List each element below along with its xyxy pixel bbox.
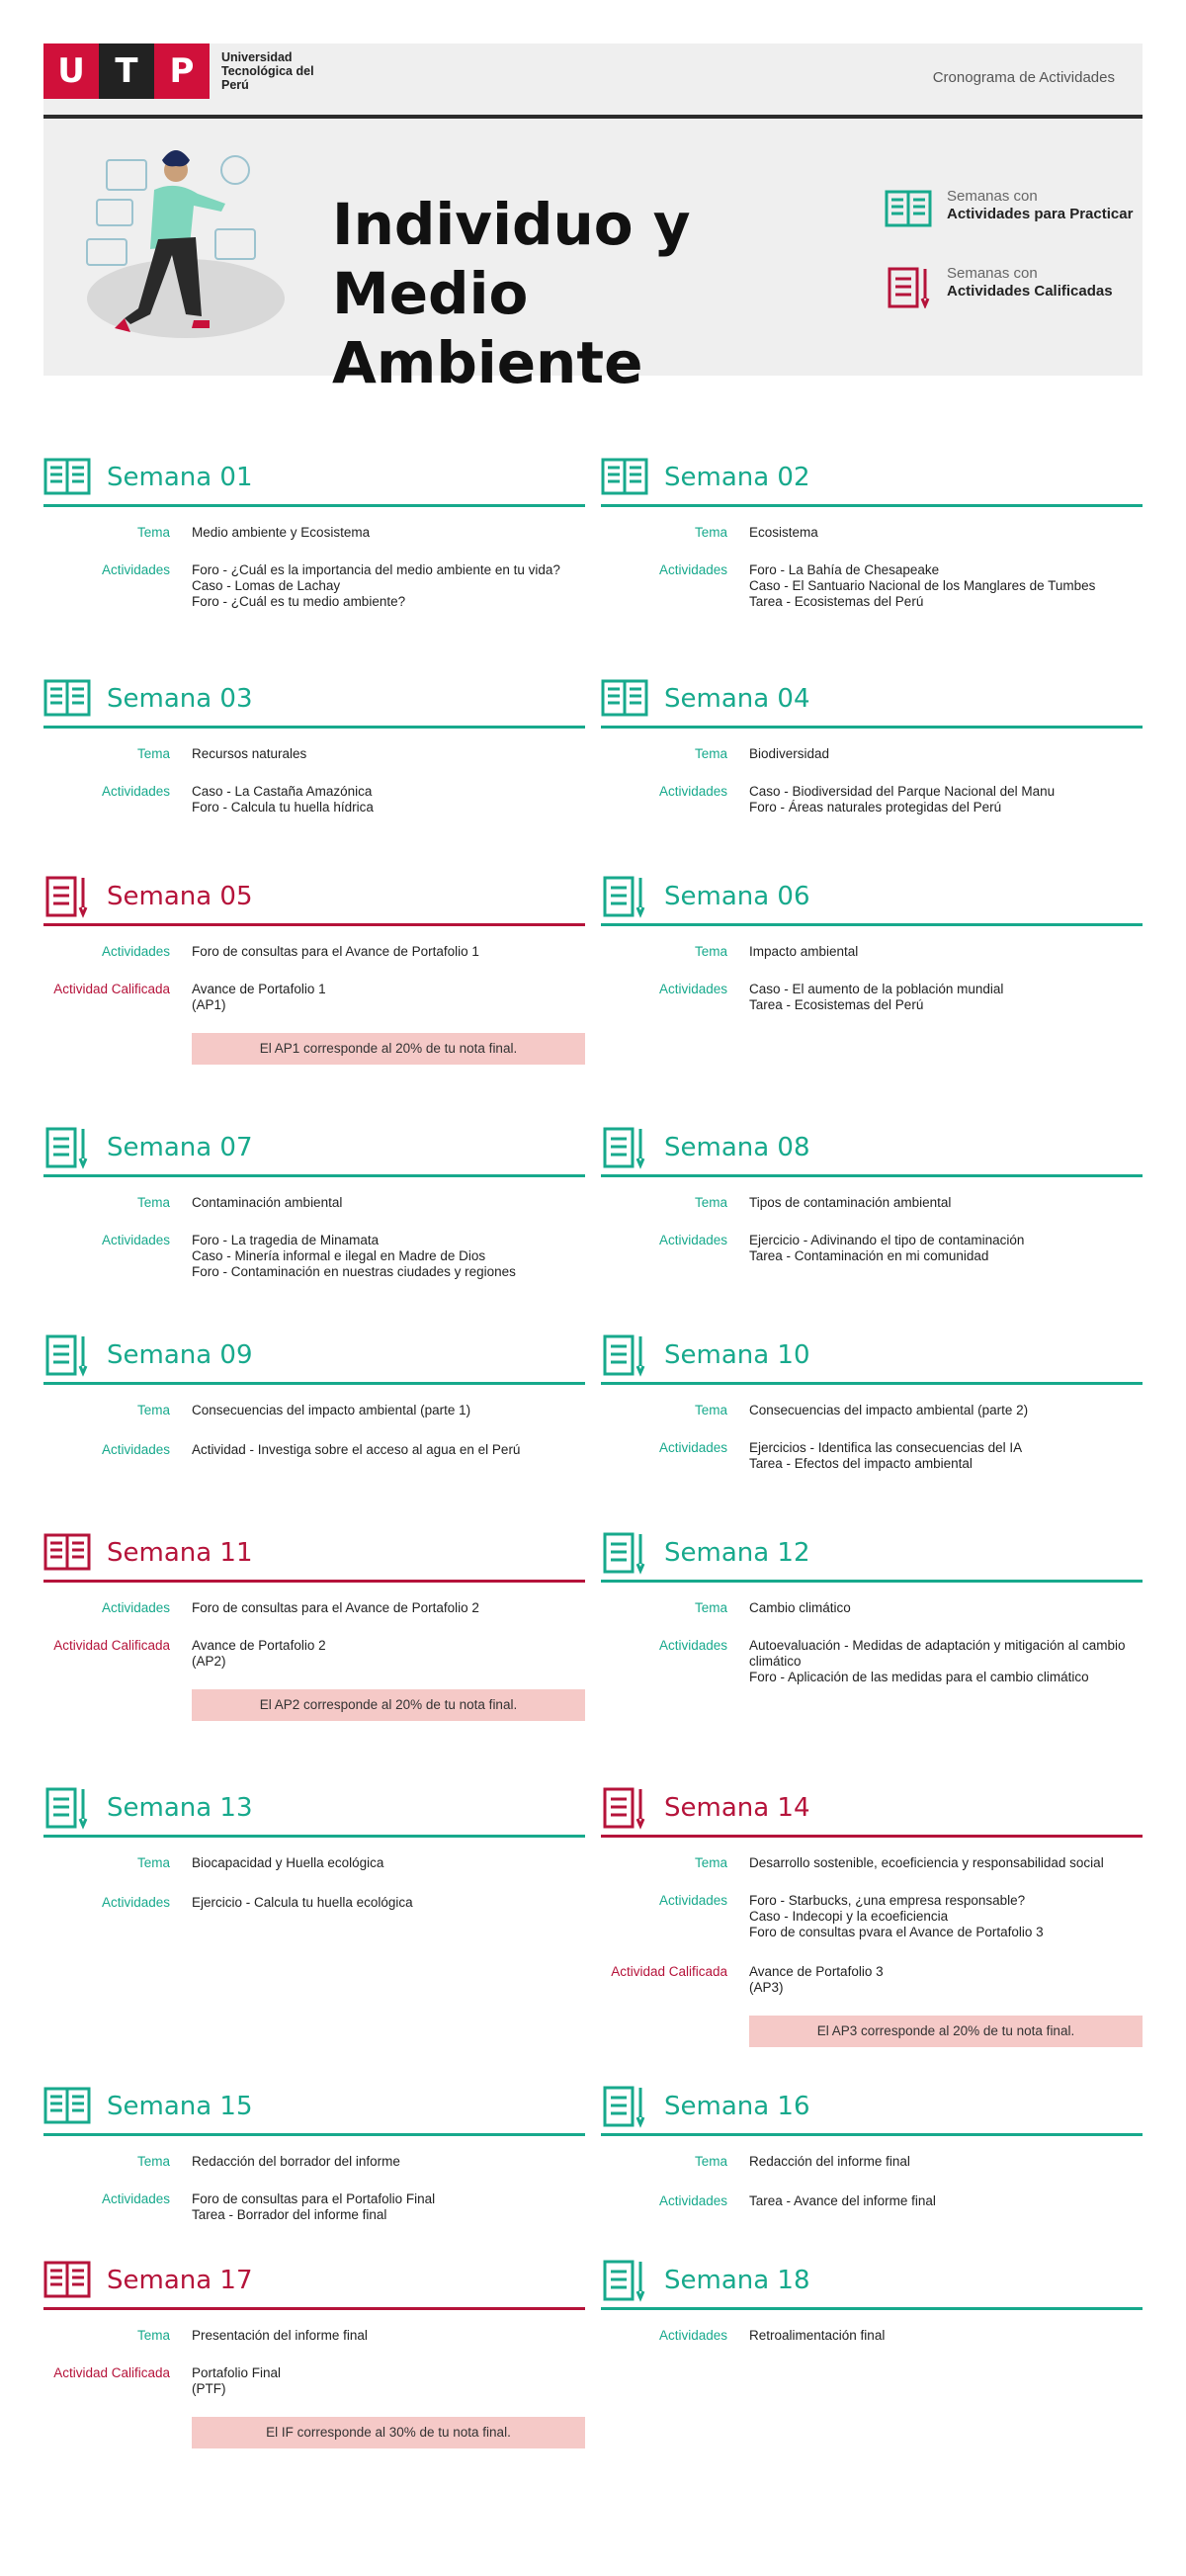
row-value — [192, 944, 585, 960]
row-value-line: Foro - Starbucks, ¿una empresa responsable? — [749, 1893, 1026, 1908]
week-card — [43, 2254, 585, 2448]
top-bar — [43, 43, 1143, 119]
checklist-icon — [43, 1333, 91, 1377]
row-value — [749, 1600, 1143, 1616]
row-value-line: Foro - Contaminación en nuestras ciudades y regiones — [192, 1264, 516, 1279]
row-value-line: Biodiversidad — [749, 746, 830, 761]
week-row — [601, 1638, 1143, 1685]
week-card — [43, 672, 585, 816]
week-row — [601, 1893, 1143, 1940]
week-header — [43, 2080, 585, 2136]
row-value-line: Presentación del informe final — [192, 2328, 368, 2343]
utp-logo — [43, 43, 320, 99]
checklist-icon — [601, 1531, 648, 1575]
row-label: Actividades — [658, 2328, 727, 2343]
row-label: Actividad Calificada — [611, 1964, 727, 1979]
week-header — [601, 1121, 1143, 1177]
row-value-line: Tarea - Efectos del impacto ambiental — [749, 1456, 973, 1471]
row-value-line: Ejercicio - Calcula tu huella ecológica — [192, 1895, 413, 1910]
course-title-line-1: Individuo y — [332, 191, 691, 258]
week-header — [601, 1526, 1143, 1583]
row-value-line: Caso - Lomas de Lachay — [192, 578, 341, 593]
row-value-line: (PTF) — [192, 2381, 226, 2396]
week-card — [601, 672, 1143, 816]
row-value — [749, 525, 1143, 541]
row-value-line: Actividad - Investiga sobre el acceso al agua en el Perú — [192, 1442, 521, 1457]
week-title: Semana 06 — [664, 882, 810, 911]
row-value-line: Tarea - Contaminación en mi comunidad — [749, 1248, 989, 1263]
row-value — [192, 784, 585, 816]
logo-letter-t: T — [99, 43, 154, 99]
week-header — [601, 1781, 1143, 1838]
open-book-icon — [43, 456, 91, 499]
week-row — [601, 2328, 1143, 2344]
row-value-line: Redacción del borrador del informe — [192, 2154, 400, 2169]
row-label: Tema — [136, 2154, 170, 2169]
week-title: Semana 15 — [107, 2092, 253, 2121]
week-row — [43, 1895, 585, 1911]
row-value-line: Desarrollo sostenible, ecoeficiencia y responsabilidad social — [749, 1855, 1104, 1870]
week-row — [601, 1440, 1143, 1472]
week-row — [43, 1638, 585, 1670]
row-label: Actividades — [101, 944, 170, 959]
week-row — [43, 2328, 585, 2344]
week-row — [601, 1855, 1143, 1871]
week-title: Semana 05 — [107, 882, 253, 911]
document-type: Cronograma de Actividades — [932, 69, 1115, 86]
row-value-line: Avance de Portafolio 2 — [192, 1638, 326, 1653]
open-book-icon — [43, 2085, 91, 2128]
row-value-line: Medio ambiente y Ecosistema — [192, 525, 371, 540]
legend-graded — [884, 265, 1141, 308]
row-value-line: Contaminación ambiental — [192, 1195, 343, 1210]
week-row — [601, 1964, 1143, 1996]
row-value-line: Consecuencias del impacto ambiental (parte 2) — [749, 1403, 1029, 1417]
week-title: Semana 18 — [664, 2266, 810, 2295]
legend-practice-small: Semanas con — [947, 188, 1038, 205]
row-label: Actividades — [658, 982, 727, 996]
week-row — [601, 746, 1143, 762]
week-row — [43, 2191, 585, 2223]
week-row — [43, 2154, 585, 2170]
week-card — [43, 1526, 585, 1721]
checklist-icon — [43, 875, 91, 918]
week-title: Semana 16 — [664, 2092, 810, 2121]
row-label: Actividades — [658, 562, 727, 577]
logo-text: Universidad Tecnológica del Perú — [221, 50, 314, 92]
week-header — [601, 870, 1143, 926]
week-card — [601, 451, 1143, 610]
row-value-line: Impacto ambiental — [749, 944, 859, 959]
row-value-line: Ejercicio - Adivinando el tipo de contaminación — [749, 1233, 1025, 1247]
week-card — [601, 1781, 1143, 2047]
week-card — [601, 2254, 1143, 2344]
row-label: Actividades — [101, 784, 170, 799]
row-value — [749, 944, 1143, 960]
week-card — [43, 451, 585, 610]
row-label: Tema — [136, 1403, 170, 1417]
row-value-line: Foro - Aplicación de las medidas para el cambio climático — [749, 1670, 1089, 1684]
week-row — [601, 1403, 1143, 1418]
row-value-line: Tarea - Ecosistemas del Perú — [749, 594, 924, 609]
row-value-line: Foro de consultas pvara el Avance de Portafolio 3 — [749, 1925, 1044, 1939]
row-value — [749, 784, 1143, 816]
row-value-line: Redacción del informe final — [749, 2154, 910, 2169]
row-value — [192, 1233, 585, 1280]
row-label: Actividades — [658, 1893, 727, 1908]
row-value-line: Foro - Áreas naturales protegidas del Perú — [749, 800, 1002, 815]
row-value-line: Foro de consultas para el Avance de Portafolio 1 — [192, 944, 479, 959]
checklist-icon — [601, 2085, 648, 2128]
row-value-line: Biocapacidad y Huella ecológica — [192, 1855, 384, 1870]
row-label: Tema — [694, 1600, 727, 1615]
week-title: Semana 14 — [664, 1793, 810, 1823]
row-value — [192, 2191, 585, 2223]
grade-weight-note: El AP1 corresponde al 20% de tu nota final. — [192, 1033, 585, 1065]
row-value — [749, 1403, 1143, 1418]
row-value-line: Tipos de contaminación ambiental — [749, 1195, 952, 1210]
row-label: Tema — [136, 1195, 170, 1210]
row-value-line: (AP2) — [192, 1654, 226, 1669]
legend-practice — [884, 188, 1141, 231]
week-row — [43, 1600, 585, 1616]
week-title: Semana 08 — [664, 1133, 810, 1162]
logo-letter-u: U — [43, 43, 99, 99]
row-value-line: Caso - Indecopi y la ecoeficiencia — [749, 1909, 949, 1924]
row-label: Tema — [694, 1403, 727, 1417]
week-title: Semana 17 — [107, 2266, 253, 2295]
row-label: Actividad Calificada — [53, 2365, 170, 2380]
row-value — [749, 1233, 1143, 1264]
checklist-icon — [43, 1126, 91, 1169]
row-value — [749, 1440, 1143, 1472]
row-label: Actividades — [658, 1440, 727, 1455]
row-value — [749, 562, 1143, 610]
legend-graded-bold: Actividades Calificadas — [947, 283, 1113, 300]
week-row — [43, 1195, 585, 1211]
week-header — [43, 1329, 585, 1385]
row-label: Tema — [694, 746, 727, 761]
hero-banner — [43, 119, 1143, 396]
row-label: Actividades — [658, 2193, 727, 2208]
row-value-line: Ecosistema — [749, 525, 818, 540]
row-value-line: Caso - El Santuario Nacional de los Manglares de Tumbes — [749, 578, 1096, 593]
week-header — [43, 1121, 585, 1177]
schedule-page — [43, 43, 1143, 396]
week-card — [601, 1121, 1143, 1264]
row-value-line: Caso - La Castaña Amazónica — [192, 784, 373, 799]
row-value-line: Avance de Portafolio 3 — [749, 1964, 884, 1979]
week-header — [43, 1526, 585, 1583]
person-illustration — [67, 130, 285, 364]
week-title: Semana 10 — [664, 1340, 810, 1370]
checklist-icon — [601, 1333, 648, 1377]
row-value — [192, 1895, 585, 1911]
grade-weight-note: El IF corresponde al 30% de tu nota final. — [192, 2417, 585, 2448]
row-value — [749, 1638, 1143, 1685]
row-value — [192, 1403, 585, 1418]
checklist-icon — [601, 1786, 648, 1830]
open-book-icon — [43, 2259, 91, 2302]
week-card — [601, 1329, 1143, 1472]
row-label: Actividades — [101, 2191, 170, 2206]
row-value — [192, 2365, 585, 2397]
week-row — [601, 2193, 1143, 2209]
week-row — [43, 944, 585, 960]
row-value-line: Tarea - Avance del informe final — [749, 2193, 936, 2208]
open-book-icon — [43, 1531, 91, 1575]
row-value — [749, 1855, 1143, 1871]
row-value-line: Caso - El aumento de la población mundial — [749, 982, 1004, 996]
row-value — [192, 562, 585, 610]
row-value — [192, 1442, 585, 1458]
row-label: Tema — [136, 746, 170, 761]
week-row — [601, 1195, 1143, 1211]
week-card — [601, 1526, 1143, 1685]
week-row — [43, 746, 585, 762]
row-label: Actividades — [101, 1600, 170, 1615]
week-title: Semana 09 — [107, 1340, 253, 1370]
week-title: Semana 12 — [664, 1538, 810, 1568]
row-label: Tema — [136, 525, 170, 540]
row-value-line: Consecuencias del impacto ambiental (parte 1) — [192, 1403, 471, 1417]
row-value-line: Caso - Biodiversidad del Parque Nacional del Manu — [749, 784, 1056, 799]
row-value — [749, 982, 1143, 1013]
row-value-line: Tarea - Borrador del informe final — [192, 2207, 387, 2222]
row-value — [192, 1855, 585, 1871]
week-header — [601, 2254, 1143, 2310]
legend-graded-small: Semanas con — [947, 265, 1038, 282]
row-label: Actividades — [658, 784, 727, 799]
row-value — [749, 1964, 1143, 1996]
row-value-line: Caso - Minería informal e ilegal en Madre de Dios — [192, 1248, 486, 1263]
week-header — [43, 1781, 585, 1838]
week-row — [43, 2365, 585, 2397]
row-value — [749, 1195, 1143, 1211]
row-value — [192, 2328, 585, 2344]
row-label: Actividad Calificada — [53, 982, 170, 996]
row-value — [749, 2193, 1143, 2209]
course-title-line-2: Medio Ambiente — [332, 260, 643, 396]
row-value — [192, 525, 585, 541]
legend-practice-bold: Actividades para Practicar — [947, 206, 1134, 222]
week-row — [601, 525, 1143, 541]
row-value — [749, 2328, 1143, 2344]
row-value — [192, 2154, 585, 2170]
row-value-line: Autoevaluación - Medidas de adaptación y mitigación al cambio climático — [749, 1638, 1126, 1669]
row-label: Tema — [694, 1855, 727, 1870]
row-value-line: Foro - La Bahía de Chesapeake — [749, 562, 940, 577]
row-value-line: Foro - ¿Cuál es la importancia del medio ambiente en tu vida? — [192, 562, 560, 577]
week-row — [43, 1403, 585, 1418]
week-title: Semana 03 — [107, 684, 253, 714]
row-value — [192, 1600, 585, 1616]
logo-letter-p: P — [154, 43, 210, 99]
row-value-line: Retroalimentación final — [749, 2328, 886, 2343]
week-header — [601, 672, 1143, 729]
row-label: Tema — [694, 944, 727, 959]
row-label: Actividad Calificada — [53, 1638, 170, 1653]
row-label: Actividades — [101, 562, 170, 577]
week-row — [43, 784, 585, 816]
row-value — [749, 2154, 1143, 2170]
week-row — [601, 982, 1143, 1013]
row-value — [749, 1893, 1143, 1940]
week-row — [601, 1600, 1143, 1616]
row-value — [749, 746, 1143, 762]
open-book-icon — [884, 188, 933, 231]
row-label: Tema — [694, 2154, 727, 2169]
week-title: Semana 07 — [107, 1133, 253, 1162]
open-book-icon — [43, 677, 91, 721]
grade-weight-note: El AP3 corresponde al 20% de tu nota final. — [749, 2016, 1143, 2047]
row-label: Actividades — [101, 1895, 170, 1910]
row-value-line: Foro - Calcula tu huella hídrica — [192, 800, 374, 815]
open-book-icon — [601, 456, 648, 499]
week-title: Semana 01 — [107, 463, 253, 492]
checklist-icon — [43, 1786, 91, 1830]
row-label: Tema — [694, 1195, 727, 1210]
row-value-line: Foro - ¿Cuál es tu medio ambiente? — [192, 594, 406, 609]
week-row — [601, 562, 1143, 610]
row-value-line: (AP1) — [192, 997, 226, 1012]
week-title: Semana 13 — [107, 1793, 253, 1823]
week-title: Semana 11 — [107, 1538, 253, 1568]
week-row — [601, 1233, 1143, 1264]
week-header — [601, 2080, 1143, 2136]
week-row — [43, 1855, 585, 1871]
row-value-line: Avance de Portafolio 1 — [192, 982, 326, 996]
checklist-icon — [884, 265, 933, 308]
open-book-icon — [601, 677, 648, 721]
week-card — [43, 2080, 585, 2223]
week-row — [43, 525, 585, 541]
row-value-line: Recursos naturales — [192, 746, 307, 761]
row-value — [192, 982, 585, 1013]
checklist-icon — [601, 875, 648, 918]
row-label: Actividades — [101, 1442, 170, 1457]
week-card — [43, 1329, 585, 1458]
week-header — [601, 451, 1143, 507]
row-value-line: Foro de consultas para el Portafolio Final — [192, 2191, 436, 2206]
week-card — [43, 870, 585, 1065]
week-card — [601, 870, 1143, 1013]
grade-weight-note: El AP2 corresponde al 20% de tu nota final. — [192, 1689, 585, 1721]
row-value — [192, 746, 585, 762]
row-label: Actividades — [101, 1233, 170, 1247]
row-label: Tema — [136, 1855, 170, 1870]
week-row — [43, 1442, 585, 1458]
legend — [884, 188, 1141, 342]
week-row — [43, 562, 585, 610]
week-header — [43, 870, 585, 926]
row-label: Tema — [694, 525, 727, 540]
week-row — [601, 2154, 1143, 2170]
week-header — [43, 2254, 585, 2310]
week-header — [43, 672, 585, 729]
row-value-line: Ejercicios - Identifica las consecuencias del IA — [749, 1440, 1023, 1455]
row-value-line: Cambio climático — [749, 1600, 851, 1615]
week-card — [601, 2080, 1143, 2209]
row-label: Tema — [136, 2328, 170, 2343]
row-value-line: (AP3) — [749, 1980, 784, 1995]
week-header — [601, 1329, 1143, 1385]
row-value — [192, 1195, 585, 1211]
row-value-line: Foro - La tragedia de Minamata — [192, 1233, 380, 1247]
week-row — [43, 982, 585, 1013]
course-title — [332, 190, 826, 397]
week-header — [43, 451, 585, 507]
row-value-line: Portafolio Final — [192, 2365, 282, 2380]
row-label: Actividades — [658, 1233, 727, 1247]
row-label: Actividades — [658, 1638, 727, 1653]
week-row — [601, 784, 1143, 816]
week-card — [43, 1121, 585, 1280]
week-title: Semana 04 — [664, 684, 810, 714]
row-value — [192, 1638, 585, 1670]
week-row — [601, 944, 1143, 960]
row-value-line: Foro de consultas para el Avance de Portafolio 2 — [192, 1600, 479, 1615]
week-row — [43, 1233, 585, 1280]
week-card — [43, 1781, 585, 1911]
checklist-icon — [601, 1126, 648, 1169]
week-title: Semana 02 — [664, 463, 810, 492]
checklist-icon — [601, 2259, 648, 2302]
row-value-line: Tarea - Ecosistemas del Perú — [749, 997, 924, 1012]
